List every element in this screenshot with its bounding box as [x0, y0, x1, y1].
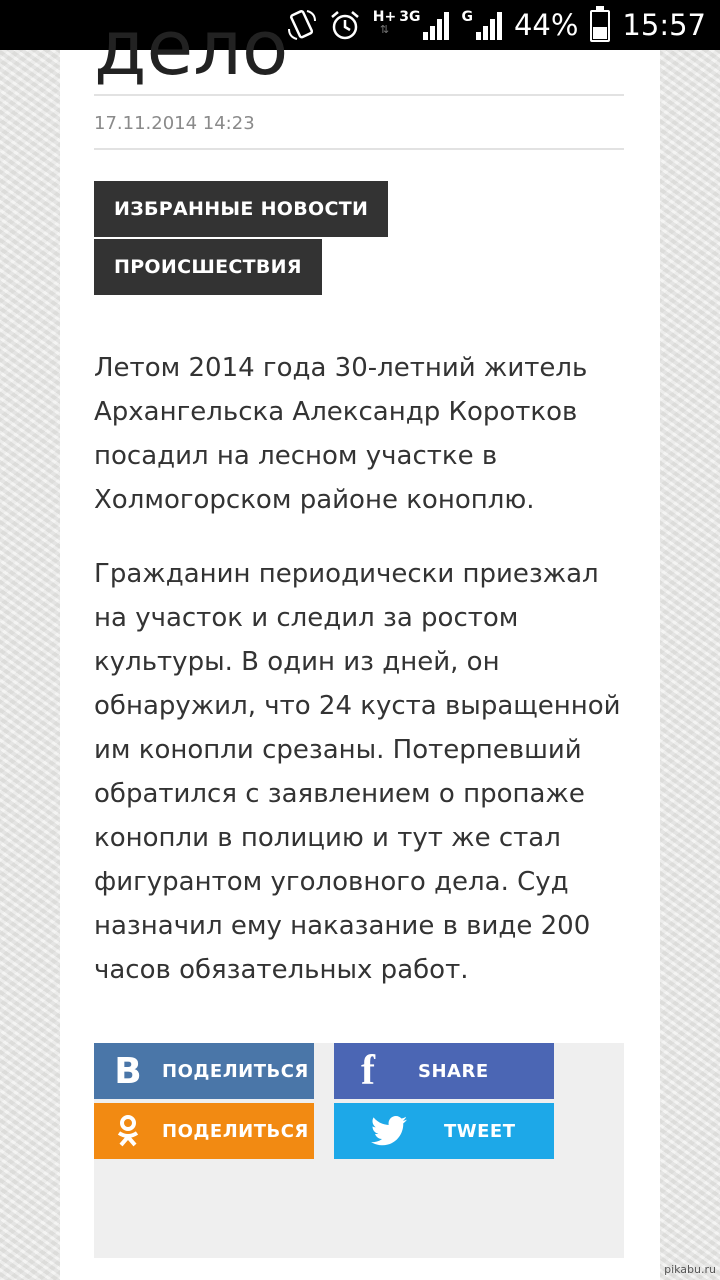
- tag-incidents[interactable]: ПРОИСШЕСТВИЯ: [94, 239, 322, 295]
- article-date: 17.11.2014 14:23: [94, 113, 255, 134]
- screen-rotate-icon: [287, 9, 317, 41]
- article-paragraph: Летом 2014 года 30-летний житель Архангельска Александр Коротков посадил на лесном участке в Холмогорском районе коноплю.: [94, 353, 588, 515]
- share-panel: [94, 1043, 624, 1258]
- battery-percent: 44%: [513, 8, 579, 42]
- odnoklassniki-icon: [94, 1114, 162, 1148]
- facebook-icon: f: [361, 1048, 375, 1094]
- article-paragraph: Гражданин периодически приезжал на участок и следил за ростом культуры. В один из дней, он обнаружил, что 24 куста выращенной им конопли срезаны. Потерпевший обратился с заявлением о пропаже конопли в полицию и тут же стал фигурантом уголовного дела. Суд назначил ему наказание в виде 200 часов обязательных работ.: [94, 559, 621, 985]
- share-ok-label: ПОДЕЛИТЬСЯ: [162, 1120, 309, 1142]
- share-facebook-label: SHARE: [418, 1060, 489, 1082]
- signal-1: [373, 10, 450, 40]
- clock: 15:57: [622, 8, 706, 42]
- share-vk-label: ПОДЕЛИТЬСЯ: [162, 1060, 309, 1082]
- article-title-text: дело: [94, 3, 289, 92]
- share-vk-button[interactable]: [94, 1043, 314, 1099]
- twitter-icon: [334, 1116, 444, 1146]
- network-type-label-2: 3G: [399, 9, 421, 25]
- battery-icon: [590, 10, 610, 42]
- alarm-icon: [329, 9, 361, 41]
- signal-2: [461, 10, 502, 40]
- share-twitter-button[interactable]: [334, 1103, 554, 1159]
- signal-icon: [476, 10, 502, 40]
- divider: [94, 148, 624, 150]
- network-type-label: H+: [372, 9, 397, 25]
- share-facebook-button[interactable]: [334, 1043, 554, 1099]
- watermark: pikabu.ru: [664, 1263, 716, 1276]
- signal-icon: [423, 10, 449, 40]
- share-ok-button[interactable]: [94, 1103, 314, 1159]
- vk-icon: В: [114, 1050, 142, 1092]
- tag-featured-news[interactable]: ИЗБРАННЫЕ НОВОСТИ: [94, 181, 388, 237]
- share-twitter-label: TWEET: [444, 1120, 516, 1142]
- data-arrows-icon: ⇅: [379, 24, 390, 36]
- network-type-label-3: G: [461, 9, 473, 25]
- battery-fill: [593, 27, 607, 39]
- divider: [94, 94, 624, 96]
